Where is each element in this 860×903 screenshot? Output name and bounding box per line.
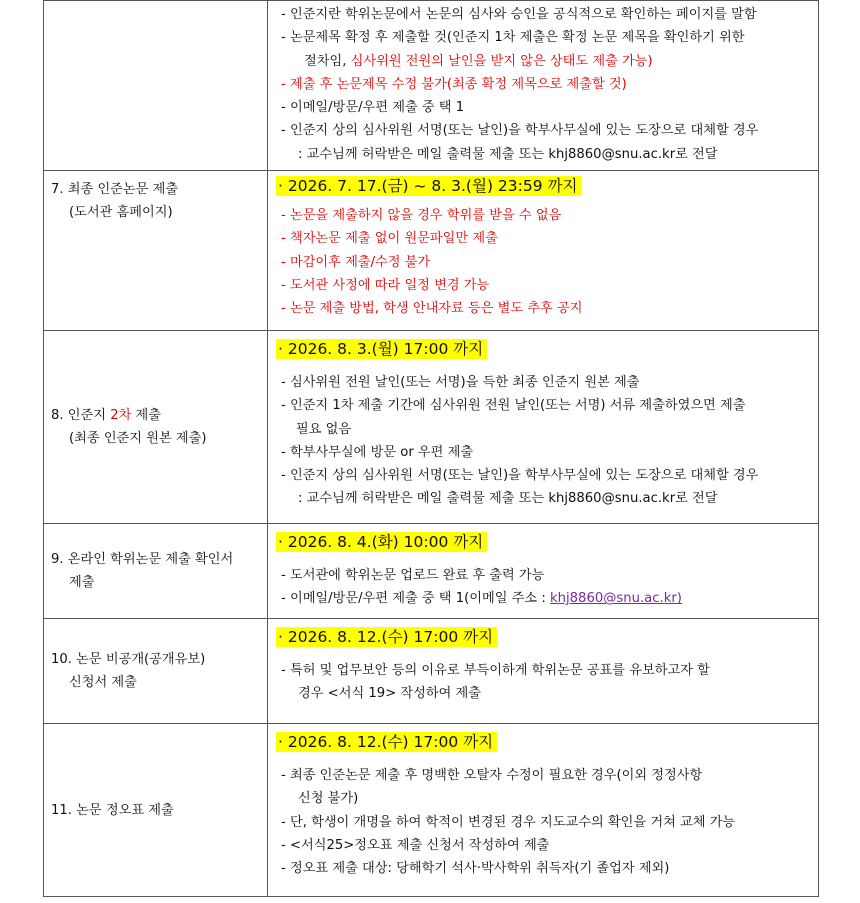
row-content-cell <box>268 524 819 619</box>
list-item-continuation: 신청 불가) <box>298 791 359 807</box>
list-item: - 인준지 상의 심사위원 서명(또는 날인)을 학부사무실에 있는 도장으로 대체할 경우 <box>281 123 759 139</box>
list-item: - 인준지 상의 심사위원 서명(또는 날인)을 학부사무실에 있는 도장으로 대체할 경우 <box>281 468 759 484</box>
email-link[interactable]: khj8860@snu.ac.kr) <box>550 591 682 607</box>
row-title: 8. 인준지 2차 제출 <box>51 408 161 423</box>
row-subtitle: (도서관 홈페이지) <box>69 205 173 220</box>
row-label-cell <box>44 1 268 171</box>
deadline-date: · 2026. 8. 4.(화) 10:00 까지 <box>276 532 487 552</box>
list-item: - 단, 학생이 개명을 하여 학적이 변경된 경우 지도교수의 확인을 거쳐 교체 가능 <box>281 814 736 830</box>
row-content-cell <box>268 1 819 171</box>
row-label-cell <box>44 524 268 619</box>
list-item: - 심사위원 전원 날인(또는 서명)을 득한 최종 인준지 원본 제출 <box>281 375 640 390</box>
row-content-cell <box>268 619 819 724</box>
table-row <box>44 1 819 171</box>
row-label-cell <box>44 331 268 524</box>
list-item-continuation: 경우 <서식 19> 작성하여 제출 <box>298 686 482 702</box>
list-item: - 논문 제출 방법, 학생 안내자료 등은 별도 추후 공지 <box>281 301 583 317</box>
row-title: 7. 최종 인준논문 제출 <box>51 182 179 197</box>
list-item: - 마감이후 제출/수정 불가 <box>281 254 431 270</box>
list-item-continuation: 절차임, 심사위원 전원의 날인을 받지 않은 상태도 제출 가능) <box>304 53 653 69</box>
row-title: 11. 논문 정오표 제출 <box>51 802 174 818</box>
list-item-continuation: : 교수님께 허락받은 메일 출력물 제출 또는 khj8860@snu.ac.kr로 전달 <box>298 491 718 507</box>
row-subtitle: (최종 인준지 원본 제출) <box>69 431 207 446</box>
row-subtitle: 신청서 제출 <box>69 675 137 690</box>
table-row <box>44 619 819 724</box>
row-content-cell <box>268 331 819 524</box>
list-item: - 학부사무실에 방문 or 우편 제출 <box>281 444 474 460</box>
row-title: 10. 논문 비공개(공개유보) <box>51 652 206 667</box>
list-item: - 책자논문 제출 없이 원문파일만 제출 <box>281 231 498 247</box>
table-row <box>44 724 819 897</box>
list-item: - 도서관에 학위논문 업로드 완료 후 출력 가능 <box>281 568 545 583</box>
deadline-date: · 2026. 8. 12.(수) 17:00 까지 <box>276 627 497 647</box>
row-label-cell <box>44 619 268 724</box>
list-item: - 최종 인준논문 제출 후 명백한 오탈자 수정이 필요한 경우(이외 정정사항 <box>281 768 703 783</box>
row-content-cell <box>268 724 819 897</box>
list-item: - 정오표 제출 대상: 당해학기 석사·박사학위 취득자(기 졸업자 제외) <box>281 861 670 877</box>
list-item: - <서식25>정오표 제출 신청서 작성하여 제출 <box>281 837 550 853</box>
deadline-date: · 2026. 8. 3.(월) 17:00 까지 <box>276 339 487 359</box>
list-item: - 논문제목 확정 후 제출할 것(인준지 1차 제출은 확정 논문 제목을 확인하기 위한 <box>281 30 745 46</box>
list-item: - 제출 후 논문제목 수정 불가(최종 확정 제목으로 제출할 것) <box>281 76 627 92</box>
list-item: - 도서관 사정에 따라 일정 변경 가능 <box>281 277 490 293</box>
table-row <box>44 171 819 331</box>
list-item: - 논문을 제출하지 않을 경우 학위를 받을 수 없음 <box>281 208 562 223</box>
list-item: - 인준지 1차 제출 기간에 심사위원 전원 날인(또는 서명) 서류 제출하였으면 제출 <box>281 398 746 414</box>
row-content-cell <box>268 171 819 331</box>
deadline-date: · 2026. 8. 12.(수) 17:00 까지 <box>276 732 497 752</box>
row-title: 9. 온라인 학위논문 제출 확인서 <box>51 552 234 567</box>
list-item: - 특허 및 업무보안 등의 이유로 부득이하게 학위논문 공표를 유보하고자 할 <box>281 663 710 678</box>
deadline-date: · 2026. 7. 17.(금) ~ 8. 3.(월) 23:59 까지 <box>276 176 581 196</box>
table-row <box>44 524 819 619</box>
table-row <box>44 331 819 524</box>
list-item: - 이메일/방문/우편 제출 중 택 1(이메일 주소 : khj8860@snu.ac.kr) <box>281 591 682 607</box>
list-item: - 인준지란 학위논문에서 논문의 심사와 승인을 공식적으로 확인하는 페이지를 말함 <box>281 7 757 22</box>
list-item-continuation: : 교수님께 허락받은 메일 출력물 제출 또는 khj8860@snu.ac.kr로 전달 <box>298 146 718 162</box>
schedule-table <box>43 0 819 897</box>
row-label-cell <box>44 171 268 331</box>
list-item: - 이메일/방문/우편 제출 중 택 1 <box>281 100 465 116</box>
row-subtitle: 제출 <box>69 575 95 590</box>
row-label-cell <box>44 724 268 897</box>
list-item-continuation: 필요 없음 <box>296 421 352 437</box>
